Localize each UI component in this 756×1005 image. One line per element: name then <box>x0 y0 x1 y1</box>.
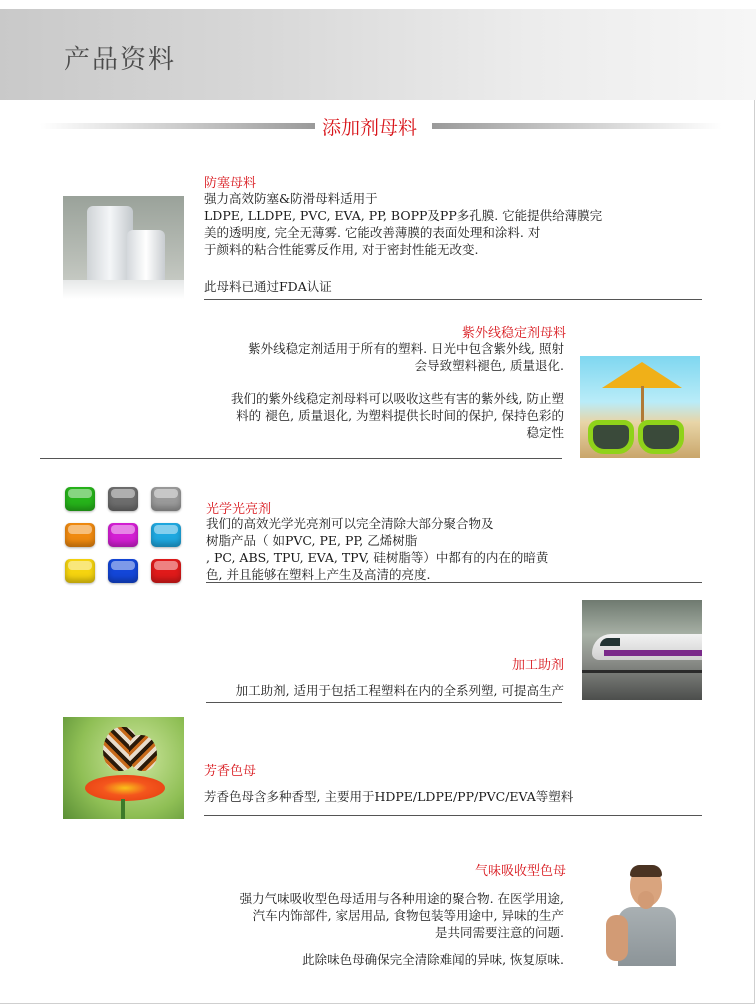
glossy-button-swatch <box>108 487 138 511</box>
product-desc-uv-2 <box>231 390 564 441</box>
divider-right <box>432 123 722 129</box>
train-rail <box>582 670 702 673</box>
fda-note: 此母料已通过FDA认证 <box>204 279 332 294</box>
sunglasses-beach-image <box>580 356 700 458</box>
desc-line: , PC, ABS, TPU, EVA, TPV, 硅树脂等）中都有的内在的暗黄 <box>206 550 549 565</box>
page-title: 产品资料 <box>64 45 177 75</box>
desc-line: 我们的高效光学光亮剂可以完全清除大部分聚合物及 <box>206 516 494 531</box>
desc-line: 紫外线稳定剂适用于所有的塑料. 日光中包含紫外线, 照射 <box>248 341 564 356</box>
butterfly-wing-right <box>129 735 157 771</box>
product-title-antiblock: 防塞母料 <box>204 176 257 191</box>
page-header <box>0 0 756 100</box>
desc-line: 稳定性 <box>526 425 564 440</box>
bullet-train-image <box>582 600 702 700</box>
desc-line: 会导致塑料褪色, 质量退化. <box>414 358 564 373</box>
desc-line: 芳香色母含多种香型, 主要用于HDPE/LDPE/PP/PVC/EVA等塑料 <box>204 789 574 804</box>
product-desc-odor-absorbing <box>240 890 564 941</box>
flower-stem <box>121 799 125 819</box>
product-desc-aroma <box>204 788 573 805</box>
section-title: 添加剂母料 <box>322 117 418 139</box>
divider-left <box>40 123 315 129</box>
umbrella-stick <box>641 386 644 422</box>
man-holding-nose-image <box>592 863 700 966</box>
film-rolls-image <box>63 196 184 299</box>
divider-line <box>204 815 702 816</box>
sunglasses-lens-right <box>638 420 684 454</box>
desc-line: 强力高效防塞&防滑母料适用于 <box>204 191 378 206</box>
desc-line: 于颜料的粘合性能雾反作用, 对于密封性能无改变. <box>204 242 479 257</box>
product-title-aroma: 芳香色母 <box>204 764 257 779</box>
train-window <box>600 638 620 646</box>
desc-line: 树脂产品（ 如PVC, PE, PP, 乙烯树脂 <box>206 533 418 548</box>
glossy-buttons-image <box>63 484 187 586</box>
train-stripe <box>604 650 702 656</box>
desc-line: 汽车内饰部件, 家居用品, 食物包装等用途中, 异味的生产 <box>252 908 564 923</box>
glossy-button-swatch <box>108 559 138 583</box>
desc-line: LDPE, LLDPE, PVC, EVA, PP, BOPP及PP多孔膜. 它能提供给薄膜完 <box>204 208 603 223</box>
glossy-button-swatch <box>151 559 181 583</box>
deodor-note: 此除味色母确保完全清除难闻的异味, 恢复原味. <box>302 952 564 967</box>
man-hand <box>638 891 654 909</box>
product-desc-brightener <box>206 515 548 583</box>
glossy-button-swatch <box>65 487 95 511</box>
product-desc-processing-aid <box>236 682 564 699</box>
product-title-processing-aid: 加工助剂 <box>511 658 564 673</box>
product-note-antiblock <box>204 278 332 295</box>
product-desc-uv <box>248 340 564 374</box>
sunglasses-lens-left <box>588 420 634 454</box>
film-sheet <box>63 280 184 299</box>
glossy-button-swatch <box>65 559 95 583</box>
product-desc-antiblock <box>204 190 602 258</box>
desc-line: 美的透明度, 完全无薄雾. 它能改善薄膜的表面处理和涂料. 对 <box>204 225 541 240</box>
man-arm <box>606 915 628 961</box>
desc-line: 加工助剂, 适用于包括工程塑料在内的全系列塑, 可提高生产 <box>235 683 564 698</box>
divider-line <box>206 582 702 583</box>
desc-line: 强力气味吸收型色母适用与各种用途的聚合物. 在医学用途, <box>239 891 564 906</box>
glossy-button-swatch <box>65 523 95 547</box>
divider-line <box>40 458 562 459</box>
product-note-odor-absorbing <box>302 951 564 968</box>
desc-line: 我们的紫外线稳定剂母料可以吸收这些有害的紫外线, 防止塑 <box>231 391 564 406</box>
flower-petals <box>85 775 165 801</box>
desc-line: 料的 褪色, 质量退化, 为塑料提供长时间的保护, 保持色彩的 <box>236 408 564 423</box>
desc-line: 色, 并且能够在塑料上产生及高清的亮度. <box>206 567 431 582</box>
man-hair <box>630 865 662 877</box>
butterfly-flower-image <box>63 717 184 819</box>
desc-line: 是共同需要注意的问题. <box>435 925 564 940</box>
divider-line <box>204 299 702 300</box>
umbrella-shape <box>602 362 682 388</box>
glossy-button-swatch <box>151 523 181 547</box>
divider-line <box>206 702 562 703</box>
glossy-button-swatch <box>108 523 138 547</box>
product-title-uv: 紫外线稳定剂母料 <box>461 326 566 341</box>
glossy-button-swatch <box>151 487 181 511</box>
product-title-odor-absorbing: 气味吸收型色母 <box>474 864 566 879</box>
product-title-brightener: 光学光亮剂 <box>206 502 272 517</box>
